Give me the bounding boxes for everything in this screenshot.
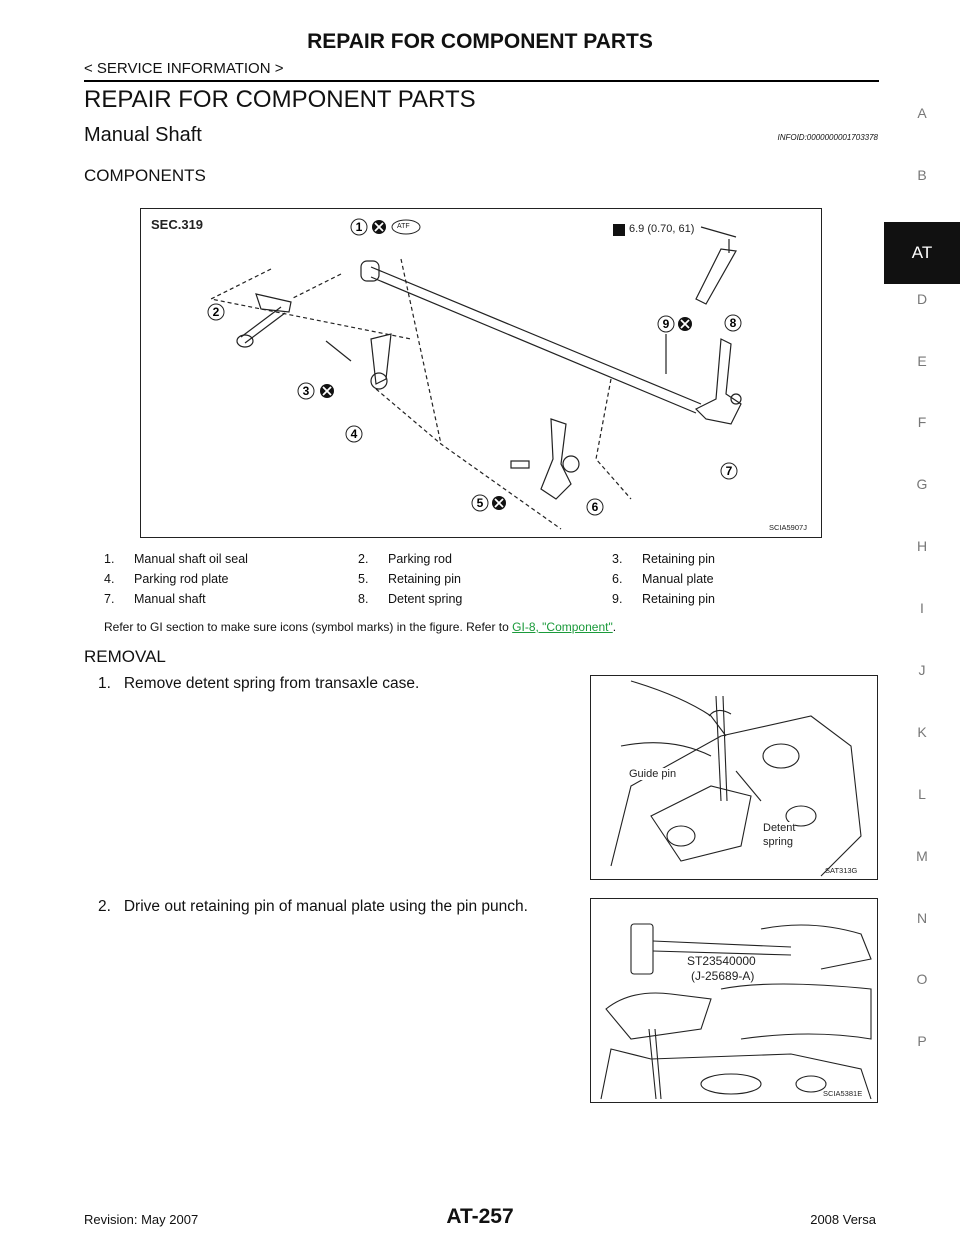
label-detent: Detent — [763, 822, 796, 834]
step-2: 2. Drive out retaining pin of manual plate using the pin punch. — [98, 898, 528, 915]
sidebar-item-b[interactable]: B — [917, 166, 927, 183]
footer-page-number: AT-257 — [446, 1205, 514, 1228]
header-rule — [84, 80, 879, 82]
removal-heading: REMOVAL — [84, 647, 166, 666]
sidebar-item-j[interactable]: J — [918, 662, 926, 679]
callout-8: 8 — [729, 316, 737, 330]
section-title: Manual Shaft — [84, 124, 202, 146]
sidebar-item-e[interactable]: E — [917, 352, 927, 369]
footer-model: 2008 Versa — [810, 1212, 876, 1227]
table-row: 1. Manual shaft oil seal 2. Parking rod 3. Retaining pin — [104, 552, 715, 566]
sidebar-item-i[interactable]: I — [920, 600, 924, 617]
detent-spring-figure — [590, 675, 878, 880]
header-title: REPAIR FOR COMPONENT PARTS — [307, 30, 653, 53]
sidebar-item-o[interactable]: O — [916, 971, 928, 988]
section-index-sidebar — [884, 98, 960, 1088]
figure2-code: SAT313G — [825, 866, 858, 875]
info-id: INFOID:0000000001703378 — [777, 133, 878, 142]
sidebar-item-k[interactable]: K — [917, 723, 927, 740]
components-diagram — [141, 209, 821, 537]
figure1-atf: ATF — [397, 223, 410, 230]
tool-number: ST23540000 — [687, 954, 756, 968]
step-1: 1. Remove detent spring from transaxle case. — [98, 675, 420, 692]
sidebar-item-a[interactable]: A — [917, 105, 927, 121]
components-heading: COMPONENTS — [84, 166, 206, 185]
sidebar-item-m[interactable]: M — [916, 847, 928, 864]
callout-2: 2 — [212, 305, 220, 319]
sidebar-item-p[interactable]: P — [917, 1033, 927, 1050]
figure1-torque: 6.9 (0.70, 61) — [629, 223, 695, 235]
figure1-code: SCIA5907J — [769, 523, 807, 532]
sidebar-item-f[interactable]: F — [917, 414, 927, 431]
parts-table — [104, 552, 864, 612]
label-spring: spring — [763, 836, 793, 848]
reference-note: Refer to GI section to make sure icons (symbol marks) in the figure. Refer to GI-8, "Component". — [104, 620, 617, 634]
callout-5: 5 — [476, 496, 484, 510]
callout-1: 1 — [355, 220, 363, 234]
sidebar-item-d[interactable]: D — [916, 290, 928, 307]
sidebar-item-n[interactable]: N — [916, 909, 928, 926]
footer-revision: Revision: May 2007 — [84, 1212, 199, 1227]
header-subtitle: < SERVICE INFORMATION > — [84, 60, 284, 77]
callout-9: 9 — [662, 317, 670, 331]
table-row: 4. Parking rod plate 5. Retaining pin 6. Manual plate — [104, 572, 714, 586]
components-figure — [140, 208, 822, 538]
pin-punch-figure — [590, 898, 878, 1103]
table-row: 7. Manual shaft 8. Detent spring 9. Retaining pin — [104, 592, 715, 606]
callout-4: 4 — [350, 427, 358, 441]
figure1-sec: SEC.319 — [151, 217, 204, 232]
callout-7: 7 — [725, 464, 733, 478]
tool-number-alt: (J-25689-A) — [691, 969, 755, 983]
sidebar-item-h[interactable]: H — [916, 538, 928, 555]
sidebar-item-g[interactable]: G — [916, 476, 928, 493]
pin-punch-illustration — [591, 899, 877, 1102]
sidebar-item-l[interactable]: L — [918, 785, 926, 802]
callout-3: 3 — [302, 384, 310, 398]
page-title: REPAIR FOR COMPONENT PARTS — [84, 86, 476, 113]
callout-6: 6 — [591, 500, 599, 514]
component-link[interactable]: GI-8, "Component" — [512, 620, 613, 634]
figure3-code: SCIA5381E — [823, 1089, 863, 1098]
label-guide-pin: Guide pin — [629, 768, 677, 780]
sidebar-item-at[interactable]: AT — [884, 222, 960, 284]
